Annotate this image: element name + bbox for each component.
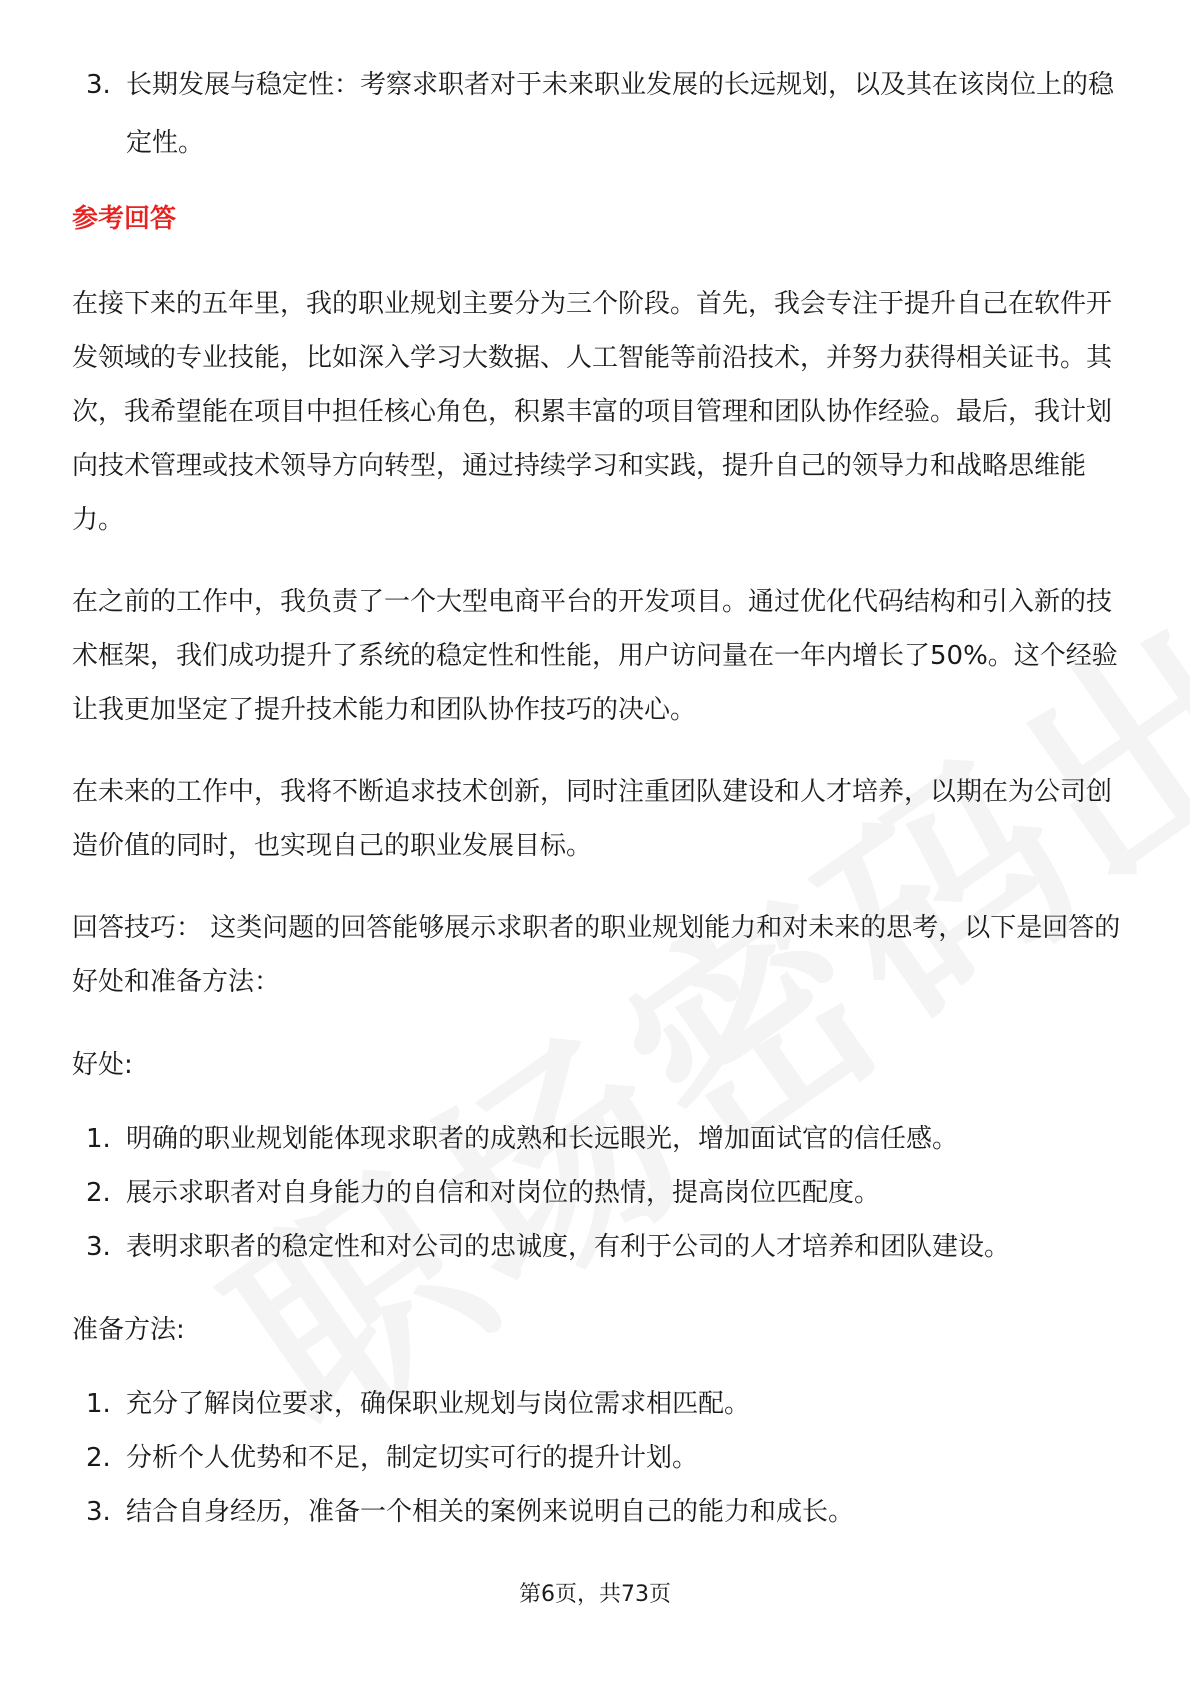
list-number: 3. [86, 1497, 111, 1527]
list-text: 明确的职业规划能体现求职者的成熟和长远眼光，增加面试官的信任感。 [126, 1124, 959, 1154]
paragraph-career-plan: 在接下来的五年里，我的职业规划主要分为三个阶段。首先，我会专注于提升自己在软件开发领域的专业技能，比如深入学习大数据、人工智能等前沿技术，并努力获得相关证书。其次，我希望能在项目中担任核心角色，积累丰富的项目管理和团队协作经验。最后，我计划向技术管理或技术领导方向转型，通过持续学习和实践，提升自己的领导力和战略思维能力。 [72, 289, 1113, 535]
list-item [72, 1166, 1122, 1220]
list-text: 分析个人优势和不足，制定切实可行的提升计划。 [126, 1443, 699, 1473]
page-footer: 第6页，共73页 [519, 1582, 671, 1607]
document-body [72, 56, 1122, 1539]
list-number: 3. [86, 1232, 111, 1262]
list-item [72, 1112, 1122, 1166]
top-list [72, 56, 1122, 172]
list-text: 长期发展与稳定性：考察求职者对于未来职业发展的长远规划，以及其在该岗位上的稳定性。 [126, 70, 1115, 158]
list-number: 2. [86, 1178, 111, 1208]
list-text: 结合自身经历，准备一个相关的案例来说明自己的能力和成长。 [126, 1497, 855, 1527]
list-text: 展示求职者对自身能力的自信和对岗位的热情，提高岗位匹配度。 [126, 1178, 881, 1208]
list-item [72, 1377, 1122, 1431]
list-number: 1. [86, 1389, 111, 1419]
preparation-list [72, 1377, 1122, 1539]
list-item [72, 1485, 1122, 1539]
list-text: 表明求职者的稳定性和对公司的忠诚度，有利于公司的人才培养和团队建设。 [126, 1232, 1011, 1262]
list-text: 充分了解岗位要求，确保职业规划与岗位需求相匹配。 [126, 1389, 751, 1419]
benefits-title: 好处: [72, 1050, 133, 1080]
paragraph-tips: 回答技巧： 这类问题的回答能够展示求职者的职业规划能力和对未来的思考，以下是回答的好处和准备方法： [72, 913, 1121, 997]
preparation-title: 准备方法: [72, 1315, 185, 1345]
benefits-list [72, 1112, 1122, 1274]
list-number: 3. [86, 70, 111, 100]
list-item [72, 56, 1122, 172]
section-heading: 参考回答 [72, 204, 177, 234]
paragraph-future: 在未来的工作中，我将不断追求技术创新，同时注重团队建设和人才培养，以期在为公司创造价值的同时，也实现自己的职业发展目标。 [72, 777, 1113, 861]
list-item [72, 1431, 1122, 1485]
paragraph-experience: 在之前的工作中，我负责了一个大型电商平台的开发项目。通过优化代码结构和引入新的技术框架，我们成功提升了系统的稳定性和性能，用户访问量在一年内增长了50%。这个经验让我更加坚定了提升技术能力和团队协作技巧的决心。 [72, 587, 1118, 725]
list-number: 2. [86, 1443, 111, 1473]
list-number: 1. [86, 1124, 111, 1154]
list-item [72, 1220, 1122, 1274]
